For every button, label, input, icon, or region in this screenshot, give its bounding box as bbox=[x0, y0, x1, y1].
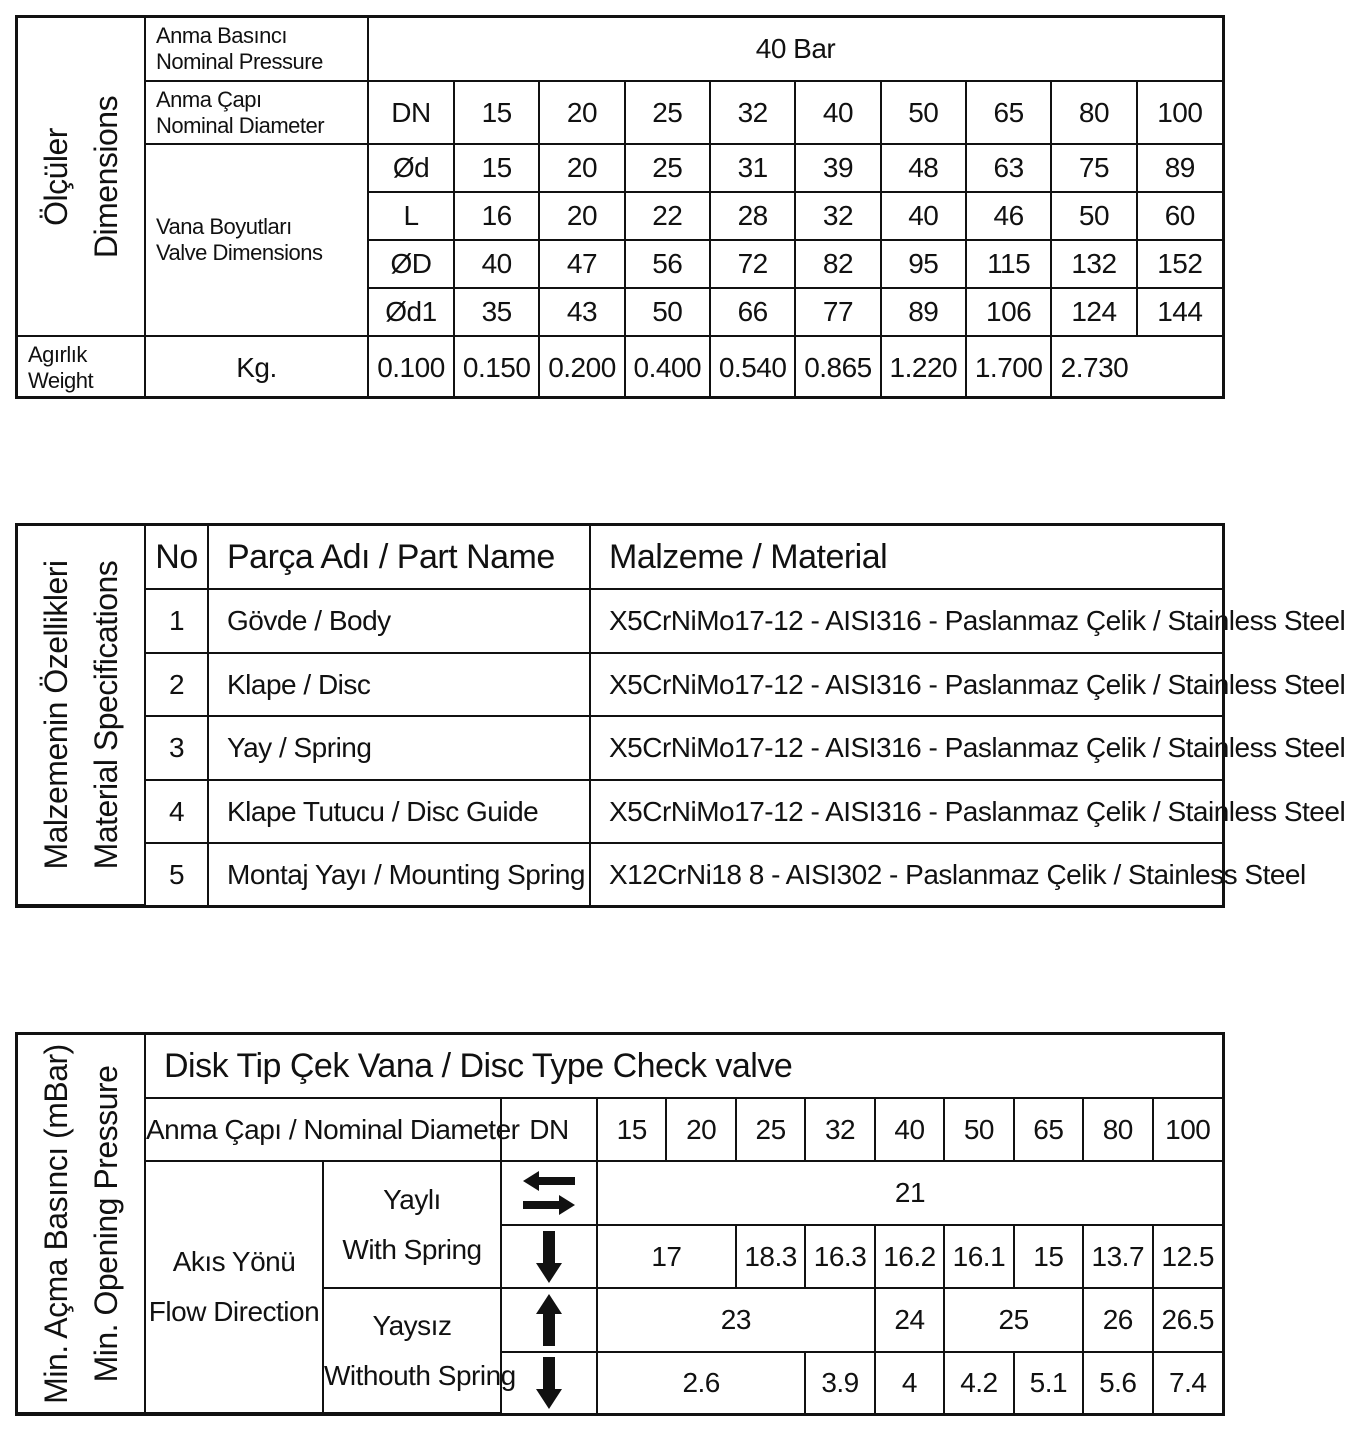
size-cell: 65 bbox=[1014, 1098, 1083, 1161]
dim-cell: 0.540 bbox=[710, 336, 795, 398]
header-material: Malzeme / Material bbox=[590, 526, 1222, 589]
dim-cell: 75 bbox=[1051, 144, 1136, 192]
dim-cell: 48 bbox=[881, 144, 966, 192]
pressure-cell: 17 bbox=[597, 1225, 736, 1288]
row-key: DN bbox=[368, 81, 454, 144]
header-no: No bbox=[145, 526, 208, 589]
row-key: L bbox=[368, 192, 454, 240]
part-no: 4 bbox=[145, 780, 208, 843]
dim-cell: 1.700 bbox=[966, 336, 1051, 398]
dim-cell: 152 bbox=[1137, 240, 1222, 288]
dim-cell: 0.150 bbox=[454, 336, 539, 398]
weight-label: Agırlık Weight bbox=[18, 336, 145, 398]
opening-pressure-table bbox=[15, 1032, 1225, 1416]
part-material: X5CrNiMo17-12 - AISI316 - Paslanmaz Çelik / Stainless Steel bbox=[590, 780, 1222, 843]
dim-cell: 20 bbox=[539, 144, 624, 192]
dim-cell: 89 bbox=[1137, 144, 1222, 192]
pressure-cell: 4 bbox=[875, 1352, 944, 1413]
part-no: 2 bbox=[145, 653, 208, 716]
flow-direction-label: Akıs Yönü Flow Direction bbox=[145, 1161, 323, 1413]
pressure-cell: 5.6 bbox=[1083, 1352, 1152, 1413]
part-material: X12CrNi18 8 - AISI302 - Paslanmaz Çelik / Stainless Steel bbox=[590, 843, 1222, 905]
pressure-cell: 15 bbox=[1014, 1225, 1083, 1288]
part-material: X5CrNiMo17-12 - AISI316 - Paslanmaz Çelik / Stainless Steel bbox=[590, 653, 1222, 716]
part-name: Yay / Spring bbox=[208, 716, 590, 780]
pressure-cell: 2.6 bbox=[597, 1352, 805, 1413]
part-name: Montaj Yayı / Mounting Spring bbox=[208, 843, 590, 905]
dim-cell: 35 bbox=[454, 288, 539, 336]
size-cell: 50 bbox=[944, 1098, 1013, 1161]
dim-cell: 72 bbox=[710, 240, 795, 288]
part-name: Klape / Disc bbox=[208, 653, 590, 716]
pressure-cell: 5.1 bbox=[1014, 1352, 1083, 1413]
materials-table bbox=[15, 523, 1345, 908]
dim-cell: 16 bbox=[454, 192, 539, 240]
dim-cell: 144 bbox=[1137, 288, 1222, 336]
pressure-cell: 26 bbox=[1083, 1288, 1152, 1352]
pressure-cell: 16.1 bbox=[944, 1225, 1013, 1288]
dim-cell: 115 bbox=[966, 240, 1051, 288]
dim-cell: 63 bbox=[966, 144, 1051, 192]
dim-cell: 106 bbox=[966, 288, 1051, 336]
dim-cell: 25 bbox=[625, 144, 710, 192]
pressure-cell: 24 bbox=[875, 1288, 944, 1352]
dim-cell: 47 bbox=[539, 240, 624, 288]
size-cell: 100 bbox=[1153, 1098, 1223, 1161]
dimensions-table bbox=[15, 15, 1225, 399]
dimensions-side-label: Ölçüler Dimensions bbox=[18, 18, 145, 336]
size-cell: 40 bbox=[875, 1098, 944, 1161]
pressure-cell: 16.3 bbox=[805, 1225, 874, 1288]
without-spring-label: Yaysız Withouth Spring bbox=[323, 1288, 501, 1413]
dim-cell: 2.730 bbox=[1051, 336, 1136, 398]
pressure-cell: 3.9 bbox=[805, 1352, 874, 1413]
valve-type-title: Disk Tip Çek Vana / Disc Type Check valve bbox=[145, 1035, 1222, 1098]
dim-cell: 89 bbox=[881, 288, 966, 336]
pressure-cell: 25 bbox=[944, 1288, 1083, 1352]
pressure-cell: 13.7 bbox=[1083, 1225, 1152, 1288]
dim-cell: 39 bbox=[795, 144, 880, 192]
part-name: Gövde / Body bbox=[208, 589, 590, 653]
dim-cell: 50 bbox=[881, 81, 966, 144]
dim-cell: 15 bbox=[454, 81, 539, 144]
dn-label: DN bbox=[501, 1098, 597, 1161]
dim-cell: 0.100 bbox=[368, 336, 454, 398]
dim-cell: 40 bbox=[795, 81, 880, 144]
dim-cell: 43 bbox=[539, 288, 624, 336]
row-key: Ød1 bbox=[368, 288, 454, 336]
nominal-diameter-label: Anma Çapı Nominal Diameter bbox=[145, 81, 368, 144]
pressure-cell: 7.4 bbox=[1153, 1352, 1223, 1413]
nominal-pressure-value: 40 Bar bbox=[368, 18, 1222, 81]
dim-cell: 95 bbox=[881, 240, 966, 288]
dim-cell: 60 bbox=[1137, 192, 1222, 240]
pressure-cell: 26.5 bbox=[1153, 1288, 1223, 1352]
size-cell: 32 bbox=[805, 1098, 874, 1161]
dim-cell: 1.220 bbox=[881, 336, 966, 398]
dim-cell: 22 bbox=[625, 192, 710, 240]
dim-cell: 0.400 bbox=[625, 336, 710, 398]
valve-dimensions-label: Vana Boyutları Valve Dimensions bbox=[145, 144, 368, 336]
nominal-pressure-label: Anma Basıncı Nominal Pressure bbox=[145, 18, 368, 81]
arrow-down-icon bbox=[501, 1225, 597, 1288]
pressure-cell: 18.3 bbox=[736, 1225, 805, 1288]
row-key: Kg. bbox=[145, 336, 368, 398]
dim-cell: 28 bbox=[710, 192, 795, 240]
header-part-name: Parça Adı / Part Name bbox=[208, 526, 590, 589]
arrow-up-icon bbox=[501, 1288, 597, 1352]
size-cell: 80 bbox=[1083, 1098, 1152, 1161]
dim-cell: 66 bbox=[710, 288, 795, 336]
dim-cell: 20 bbox=[539, 81, 624, 144]
dim-cell: 0.200 bbox=[539, 336, 624, 398]
dim-cell: 31 bbox=[710, 144, 795, 192]
part-material: X5CrNiMo17-12 - AISI316 - Paslanmaz Çelik / Stainless Steel bbox=[590, 716, 1222, 780]
nominal-diameter-label: Anma Çapı / Nominal Diameter bbox=[145, 1098, 501, 1161]
dim-cell: 50 bbox=[625, 288, 710, 336]
dim-cell: 32 bbox=[795, 192, 880, 240]
arrows-left-right-icon bbox=[501, 1161, 597, 1225]
part-name: Klape Tutucu / Disc Guide bbox=[208, 780, 590, 843]
size-cell: 20 bbox=[666, 1098, 735, 1161]
part-no: 3 bbox=[145, 716, 208, 780]
pressure-cell: 12.5 bbox=[1153, 1225, 1223, 1288]
size-cell: 15 bbox=[597, 1098, 666, 1161]
row-key: ØD bbox=[368, 240, 454, 288]
dim-cell: 82 bbox=[795, 240, 880, 288]
part-material: X5CrNiMo17-12 - AISI316 - Paslanmaz Çelik / Stainless Steel bbox=[590, 589, 1222, 653]
pressure-cell: 4.2 bbox=[944, 1352, 1013, 1413]
dim-cell: 80 bbox=[1051, 81, 1136, 144]
dim-cell: 77 bbox=[795, 288, 880, 336]
dim-cell: 56 bbox=[625, 240, 710, 288]
dim-cell: 25 bbox=[625, 81, 710, 144]
pressure-cell: 16.2 bbox=[875, 1225, 944, 1288]
dim-cell: 40 bbox=[881, 192, 966, 240]
dim-cell: 15 bbox=[454, 144, 539, 192]
pressure-cell: 23 bbox=[597, 1288, 875, 1352]
dim-cell: 50 bbox=[1051, 192, 1136, 240]
with-spring-label: Yaylı With Spring bbox=[323, 1161, 501, 1288]
dim-cell: 32 bbox=[710, 81, 795, 144]
part-no: 5 bbox=[145, 843, 208, 905]
size-cell: 25 bbox=[736, 1098, 805, 1161]
row-key: Ød bbox=[368, 144, 454, 192]
dim-cell: 46 bbox=[966, 192, 1051, 240]
dim-cell: 40 bbox=[454, 240, 539, 288]
opening-pressure-side-label: Min. Açma Basıncı (mBar) Min. Opening Pressure bbox=[18, 1035, 145, 1413]
materials-side-label: Malzemenin Özellikleri Material Specifications bbox=[18, 526, 145, 905]
dim-cell: 0.865 bbox=[795, 336, 880, 398]
dim-cell: 100 bbox=[1137, 81, 1222, 144]
dim-cell: 65 bbox=[966, 81, 1051, 144]
dim-cell: 124 bbox=[1051, 288, 1136, 336]
dim-cell: 132 bbox=[1051, 240, 1136, 288]
part-no: 1 bbox=[145, 589, 208, 653]
pressure-cell: 21 bbox=[597, 1161, 1222, 1225]
dim-cell: 20 bbox=[539, 192, 624, 240]
